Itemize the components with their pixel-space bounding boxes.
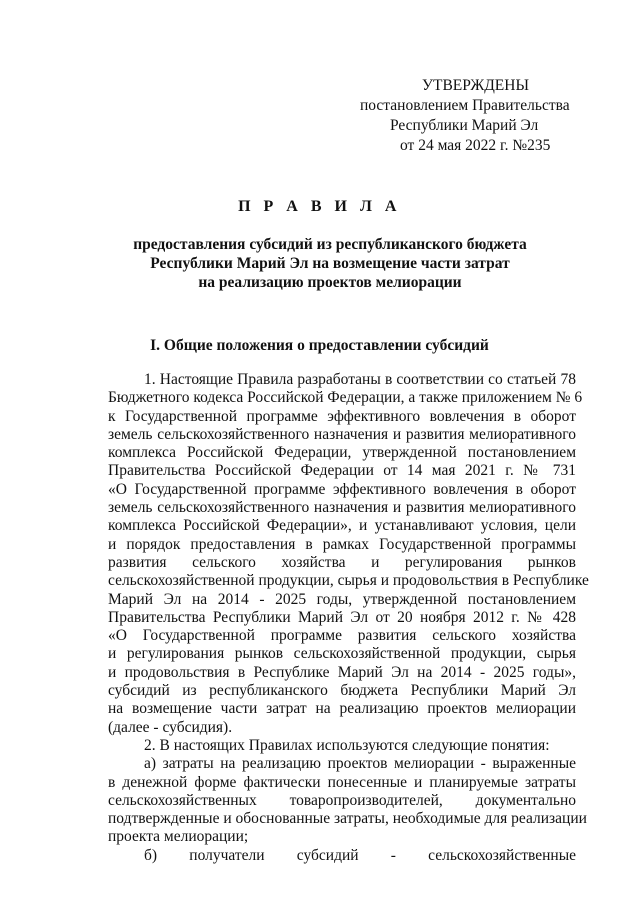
approval-heading: УТВЕРЖДЕНЫ: [422, 77, 529, 94]
paragraph-line: и регулирования рынков сельскохозяйственной продукции, сырья: [108, 645, 576, 663]
paragraph-line: в денежной форме фактически понесенные и планируемые затраты: [108, 773, 576, 791]
paragraph-line: 1. Настоящие Правила разработаны в соответствии со статьей 78: [144, 371, 576, 388]
paragraph-line: Бюджетного кодекса Российской Федерации, а также приложением № 6: [108, 389, 583, 407]
approval-date: от 24 мая 2022 г. №235: [400, 137, 551, 154]
paragraph-line: подтвержденные и обоснованные затраты, необходимые для реализации: [108, 810, 587, 828]
paragraph-line: субсидий из республиканского бюджета Республики Марий Эл: [108, 682, 576, 700]
subtitle-line: предоставления субсидий из республиканского бюджета: [133, 236, 527, 253]
paragraph-line: (далее - субсидия).: [108, 718, 233, 736]
paragraph-line: «О Государственной программе эффективного вовлечения в оборот: [108, 480, 576, 498]
paragraph-line: проекта мелиорации;: [108, 828, 249, 846]
paragraph-line: Марий Эл на 2014 - 2025 годы, утвержденной постановлением: [108, 590, 576, 608]
paragraph-line: и порядок предоставления в рамках Государственной программы: [108, 535, 576, 553]
paragraph-line: комплекса Российской Федерации, утвержденной постановлением: [108, 444, 576, 462]
paragraph-line: Правительства Республики Марий Эл от 20 ноября 2012 г. № 428: [108, 608, 576, 626]
subtitle-line: Республики Марий Эл на возмещение части затрат: [150, 255, 510, 272]
paragraph-line: комплекса Российской Федерации», и устанавливают условия, цели: [108, 517, 576, 535]
paragraph-line: земель сельскохозяйственного назначения и развития мелиоративного: [108, 425, 576, 443]
document-subtitle: [110, 235, 550, 292]
paragraph-line: земель сельскохозяйственного назначения и развития мелиоративного: [108, 499, 576, 517]
approval-stamp: [360, 76, 575, 156]
paragraph-line: Правительства Российской Федерации от 14 мая 2021 г. № 731: [108, 462, 576, 480]
section-heading: I. Общие положения о предоставлении субсидий: [150, 337, 489, 354]
paragraph-line: сельскохозяйственных товаропроизводителей, документально: [108, 791, 576, 809]
document-title: П Р А В И Л А: [238, 198, 401, 215]
approval-line: Республики Марий Эл: [390, 117, 539, 134]
paragraph-line: развития сельского хозяйства и регулирования рынков: [108, 553, 576, 571]
paragraph-line: сельскохозяйственной продукции, сырья и продовольствия в Республике: [108, 572, 589, 590]
paragraph-line: 2. В настоящих Правилах используются следующие понятия:: [144, 736, 550, 754]
paragraph-line: на возмещение части затрат на реализацию проектов мелиорации: [108, 700, 576, 718]
subtitle-line: на реализацию проектов мелиорации: [198, 274, 462, 291]
paragraph-line: а) затраты на реализацию проектов мелиорации - выраженные: [144, 755, 576, 773]
paragraph-line: и продовольствия в Республике Марий Эл на 2014 - 2025 годы»,: [108, 663, 576, 681]
approval-line: постановлением Правительства: [360, 97, 570, 114]
paragraph-line: к Государственной программе эффективного вовлечения в оборот: [108, 407, 576, 425]
paragraph-line: «О Государственной программе развития сельского хозяйства: [108, 627, 576, 645]
paragraph-line: б) получатели субсидий - сельскохозяйственные: [144, 846, 576, 864]
body-text: [108, 371, 589, 865]
